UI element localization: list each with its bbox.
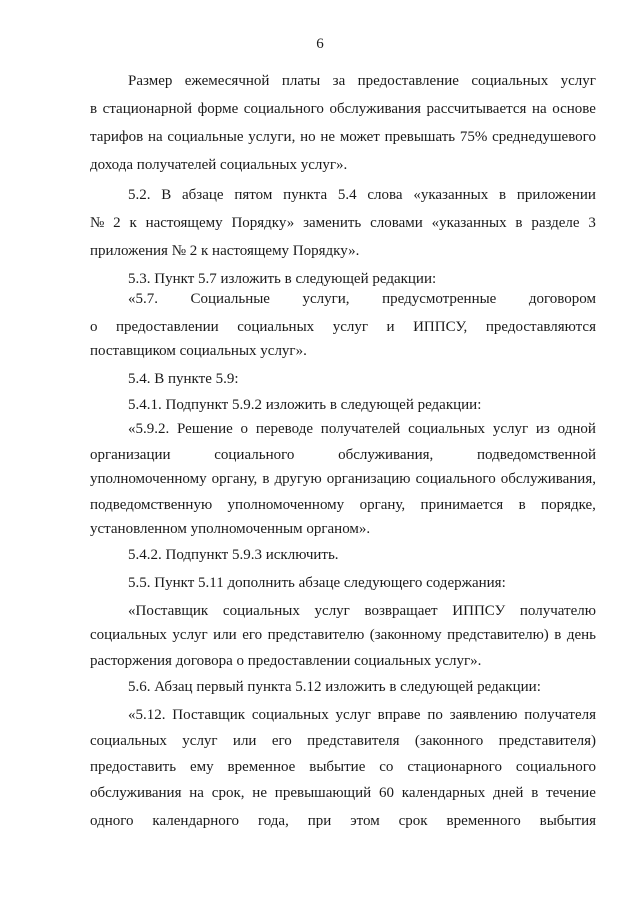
text-word: предоставить <box>90 759 177 775</box>
text-word: социальных <box>237 319 315 335</box>
text-word: дохода получателей социальных услуг». <box>90 157 348 173</box>
text-word: предусмотренные <box>382 291 497 307</box>
text-word: при <box>307 813 332 829</box>
text-word: на <box>531 101 547 117</box>
text-word: ежемесячной <box>184 73 270 89</box>
text-word: одного <box>90 813 134 829</box>
text-word: представителю) <box>447 627 549 643</box>
text-word: в <box>515 215 523 231</box>
text-word: организации <box>90 447 171 463</box>
text-word: «5.12. <box>128 707 166 723</box>
text-word: заменить <box>303 215 362 231</box>
text-word: срок, <box>211 785 245 801</box>
text-word: 5.4.2. Подпункт 5.9.3 исключить. <box>128 547 339 563</box>
text-line <box>90 652 596 670</box>
text-word: не <box>252 785 267 801</box>
text-line <box>90 732 596 750</box>
text-word: услуг <box>560 73 596 89</box>
text-line <box>90 342 596 360</box>
text-word: со <box>379 759 394 775</box>
text-word: обслуживания, <box>500 471 596 487</box>
text-word: услуги, <box>248 129 296 145</box>
text-line <box>128 396 596 414</box>
text-word: обслуживания <box>90 785 182 801</box>
text-line <box>90 242 596 260</box>
text-word: выбытия <box>539 813 596 829</box>
text-word: срок <box>398 813 428 829</box>
text-word: года, <box>257 813 289 829</box>
text-word: социального <box>415 471 496 487</box>
text-word: из <box>535 421 550 437</box>
text-word: абзаце <box>182 187 224 203</box>
text-word: платы <box>281 73 321 89</box>
text-word: ИППСУ, <box>413 319 468 335</box>
text-word: уполномоченному <box>227 497 345 513</box>
text-word: № <box>90 215 105 231</box>
text-word: о <box>240 421 249 437</box>
text-word: обслуживания <box>329 101 421 117</box>
text-word: Размер <box>128 73 173 89</box>
text-word: 75% <box>459 129 488 145</box>
text-word: получателей <box>320 421 401 437</box>
text-word: социальных <box>251 707 329 723</box>
text-word: или <box>232 733 257 749</box>
text-word: социального <box>243 101 324 117</box>
text-word: представителя) <box>498 733 596 749</box>
text-word: стационарного <box>407 759 502 775</box>
text-line <box>128 186 596 204</box>
text-word: социальных <box>408 421 486 437</box>
text-word: 5.5. Пункт 5.11 дополнить абзаце следующего содержания: <box>128 575 506 591</box>
text-word: 5.2. <box>128 187 151 203</box>
text-word: социальных <box>90 733 167 749</box>
text-word: социального <box>515 759 596 775</box>
text-word: пункта <box>283 187 328 203</box>
text-word: организацию <box>326 471 411 487</box>
text-word: или <box>213 627 237 643</box>
text-word: обслуживания, <box>338 447 434 463</box>
text-word: «указанных <box>413 187 489 203</box>
text-word: может <box>339 129 380 145</box>
text-word: поставщиком социальных услуг». <box>90 343 307 359</box>
text-line <box>128 602 596 620</box>
text-word: услуг <box>492 421 529 437</box>
text-word: другую <box>274 471 322 487</box>
text-word: В <box>161 187 172 203</box>
text-word: тарифов <box>90 129 144 145</box>
text-word: услуг <box>335 707 371 723</box>
text-word: по <box>427 707 443 723</box>
text-word: на <box>189 785 204 801</box>
text-word: рассчитывается <box>426 101 527 117</box>
text-word: органу, <box>359 497 406 513</box>
text-word: «Поставщик <box>128 603 209 619</box>
page-number: 6 <box>316 36 324 52</box>
text-word: разделе <box>531 215 580 231</box>
text-line <box>90 784 596 802</box>
text-line <box>128 370 596 388</box>
text-line <box>90 520 596 538</box>
text-word: договором <box>528 291 596 307</box>
text-word: течение <box>546 785 596 801</box>
text-word: социальные <box>167 129 244 145</box>
text-word: получателя <box>524 707 596 723</box>
text-line <box>90 758 596 776</box>
text-word: календарного <box>152 813 240 829</box>
text-word: ИППСУ <box>452 603 506 619</box>
text-line <box>90 318 596 336</box>
text-word: услуг <box>172 627 208 643</box>
text-word: за <box>332 73 346 89</box>
text-word: переводе <box>255 421 314 437</box>
text-word: «5.9.2. <box>128 421 170 437</box>
text-line <box>128 270 596 288</box>
text-word: 5.4.1. Подпункт 5.9.2 изложить в следующей редакции: <box>128 397 482 413</box>
text-line <box>90 100 596 118</box>
text-word: уполномоченному <box>90 471 207 487</box>
text-line <box>90 156 596 174</box>
text-word: словами <box>370 215 423 231</box>
text-line <box>128 678 596 696</box>
text-word: в <box>531 785 539 801</box>
text-word: получателю <box>519 603 596 619</box>
text-word: возвращает <box>364 603 438 619</box>
text-word: услуг <box>182 733 218 749</box>
text-word: услуг <box>314 603 350 619</box>
text-word: (законному <box>369 627 442 643</box>
text-word: социальных <box>90 627 167 643</box>
text-word: Решение <box>177 421 233 437</box>
text-word: к <box>129 215 137 231</box>
text-word: его <box>271 733 292 749</box>
text-word: 5.4 <box>337 187 357 203</box>
text-line <box>90 128 596 146</box>
text-line <box>90 626 596 644</box>
text-word: 60 <box>378 785 394 801</box>
text-word: предоставление <box>357 73 459 89</box>
text-word: органу, <box>211 471 258 487</box>
text-word: предоставлении <box>116 319 219 335</box>
text-word: настоящему <box>145 215 223 231</box>
text-word: представителя <box>307 733 400 749</box>
text-word: подведомственной <box>477 447 596 463</box>
text-word: в <box>518 497 526 513</box>
text-word: календарных <box>401 785 486 801</box>
text-word: Порядку» <box>231 215 295 231</box>
text-word: заявлению <box>449 707 518 723</box>
text-word: и <box>386 319 395 335</box>
text-word: «указанных <box>431 215 507 231</box>
text-word: на <box>147 129 163 145</box>
text-word: (законного <box>414 733 484 749</box>
text-word: Поставщик <box>172 707 246 723</box>
text-word: социальных <box>222 603 300 619</box>
text-word: дней <box>493 785 524 801</box>
text-word: одной <box>557 421 596 437</box>
text-word: 5.6. Абзац первый пункта 5.12 изложить в следующей редакции: <box>128 679 541 695</box>
text-word: социальных <box>471 73 549 89</box>
text-word: «5.7. <box>128 291 158 307</box>
text-word: не <box>320 129 336 145</box>
text-word: услуги, <box>302 291 350 307</box>
text-word: 2 <box>113 215 121 231</box>
text-word: выбытие <box>309 759 366 775</box>
text-word: вправе <box>377 707 421 723</box>
text-line <box>128 546 596 564</box>
text-word: форме <box>197 101 239 117</box>
text-word: пятом <box>234 187 273 203</box>
text-word: расторжения договора о предоставлении социальных услуг». <box>90 653 482 669</box>
text-word: временного <box>446 813 521 829</box>
text-line <box>90 496 596 514</box>
text-word: принимается <box>420 497 504 513</box>
text-word: предоставляются <box>485 319 596 335</box>
text-line <box>90 812 596 830</box>
text-line <box>128 574 596 592</box>
text-word: его <box>242 627 263 643</box>
text-line <box>128 706 596 724</box>
text-line <box>90 214 596 232</box>
text-word: основе <box>552 101 596 117</box>
text-word: день <box>566 627 596 643</box>
text-word: превышающий <box>274 785 372 801</box>
text-line <box>90 470 596 488</box>
text-word: в <box>90 101 98 117</box>
text-word: 5.4. В пункте 5.9: <box>128 371 239 387</box>
text-word: в <box>499 187 507 203</box>
text-word: 5.3. Пункт 5.7 изложить в следующей редакции: <box>128 271 437 287</box>
text-word: стационарной <box>102 101 193 117</box>
text-word: временное <box>227 759 296 775</box>
text-word: приложения № 2 к настоящему Порядку». <box>90 243 360 259</box>
text-word: приложении <box>516 187 596 203</box>
text-word: в <box>554 627 562 643</box>
text-line <box>128 290 596 308</box>
text-line <box>128 72 596 90</box>
text-word: установленном уполномоченным органом». <box>90 521 371 537</box>
text-word: 3 <box>588 215 596 231</box>
text-word: среднедушевого <box>492 129 596 145</box>
text-word: этом <box>350 813 380 829</box>
text-word: о <box>90 319 98 335</box>
text-word: превышать <box>384 129 456 145</box>
text-word: Социальные <box>190 291 270 307</box>
text-line <box>128 420 596 438</box>
text-line <box>90 446 596 464</box>
text-word: порядке, <box>541 497 596 513</box>
text-word: представителю <box>267 627 365 643</box>
text-word: подведомственную <box>90 497 213 513</box>
text-word: услуг <box>332 319 368 335</box>
text-word: в <box>262 471 270 487</box>
text-word: социального <box>214 447 295 463</box>
text-word: слова <box>367 187 403 203</box>
text-word: ему <box>189 759 214 775</box>
text-word: но <box>300 129 316 145</box>
